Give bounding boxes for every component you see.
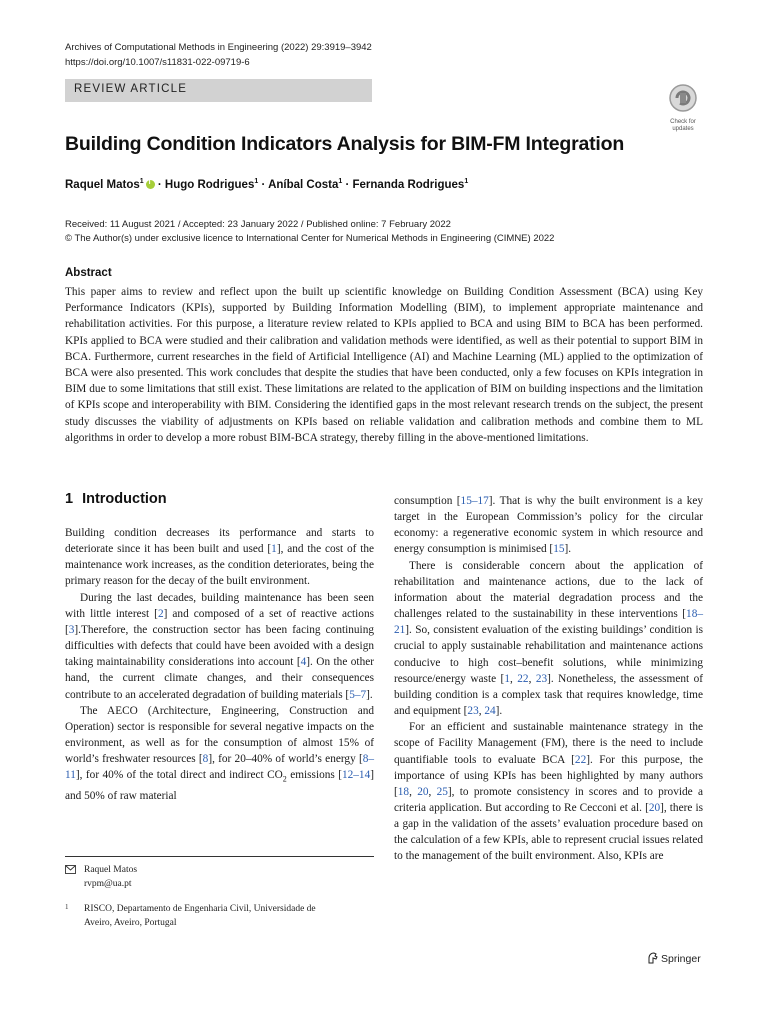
author-separator: ·: [258, 178, 269, 191]
corresponding-author: [84, 864, 137, 891]
subscript: 2: [282, 774, 287, 784]
check-updates-line-2: updates: [672, 125, 694, 132]
author-name[interactable]: Hugo Rodrigues: [164, 178, 255, 191]
affiliation-number: 1: [65, 903, 69, 911]
citation-link[interactable]: 5–7: [349, 688, 367, 701]
citation-link[interactable]: 12–14: [341, 769, 371, 782]
citation-link[interactable]: 23: [535, 672, 548, 685]
body-paragraph: consumption [15–17]. That is why the built environment is a key target in the European Commission’s policy for the circular economy: a regenerative economic system in which resource and energy consumption is minimised [15].: [394, 495, 704, 556]
article-type-label: REVIEW ARTICLE: [74, 83, 188, 95]
section-title: Introduction: [82, 491, 167, 507]
publisher-name: Springer: [661, 953, 701, 965]
author-affiliation-marker: 1: [254, 178, 259, 185]
check-updates-line-1: Check for: [670, 119, 696, 125]
footnote-divider: [65, 856, 374, 857]
abstract-text: This paper aims to review and reflect upon the built up scientific knowledge on Building Condition Assessment (BCA) using Key Performance Indicators (KPIs), supported by Building Information Modelling (BIM), to implement appropriate maintenance and rehabilitation activities. For this purpose, a literature review related to KPIs applied to BCA and using BIM to BCA has been performed. KPIs applied to BCA were studied and their calibration and validation methods were identified, as well as their potential to support BIM in BCA. Furthermore, current researches in the field of Artificial Intelligence (AI) and Machine Learning (ML) applied to the optimization of BCA were also presented. This work concludes that despite the studies that have been conducted, only a few focuses on KPIs integration in BIM due to some limitations that still exist. These limitations are related to the application of BIM on building inspections and the limitation of KPIs scope and interoperability with BIM. Considering the identified gaps in the most relevant research trends on the subject, the present study discusses the viability of adjustments on KPIs based on reliable validation and calibration methods and combine them to ML algorithms in order to develop a more robust BIM-BCA strategy, thereby filling in the above-mentioned limitations.: [65, 286, 703, 444]
body-paragraph: Building condition decreases its performance and starts to deteriorate since it has been built and used [1], and the cost of the maintenance work increases, as the condition deteriorates, being the primary reason for the decay of the built environment.: [65, 527, 374, 588]
affiliation-line: RISCO, Departamento de Engenharia Civil, Universidade de: [84, 904, 316, 914]
author-name[interactable]: Raquel Matos: [65, 178, 140, 191]
affiliation: [84, 903, 316, 930]
citation-link[interactable]: 15–17: [460, 495, 489, 507]
body-paragraph: For an efficient and sustainable maintenance strategy in the scope of Facility Management (FM), there is the need to include quantifiable tools to evaluate BCA [22]. For this purpose, the importance of using KPIs has been highlighted by many authors [18, 20, 25], to promote consistency in scores and to provide a criteria application. But according to Re Cecconi et al. [20], there is a gap in the validation of the assets’ evaluation procedure based on the calculation of a few KPIs, able to represent crucial issues related to the management of the built environment. Also, KPIs are: [394, 721, 703, 863]
author-separator: ·: [154, 178, 165, 191]
citation-link[interactable]: 23: [467, 705, 479, 718]
author-affiliation-marker: 1: [338, 178, 343, 185]
body-column-left: [65, 525, 374, 804]
body-paragraph: The AECO (Architecture, Engineering, Construction and Operation) sector is responsible for several negative impacts on the environment, as well as for the consumption of almost 15% of world’s freshwater resources [8], for 20–40% of world’s energy [8–11], for 40% of the total direct and indirect $CO_2$ emissions [12–14] and 50% of raw material: [65, 704, 375, 802]
body-column-right: [394, 493, 703, 865]
journal-header: [65, 41, 372, 70]
copyright-line: © The Author(s) under exclusive licence to International Center for Numerical Methods in Engineering (CIMNE) 2022: [65, 232, 555, 244]
citation-link[interactable]: 22: [574, 753, 587, 766]
citation-link[interactable]: 20: [648, 801, 661, 814]
history-dates: Received: 11 August 2021 / Accepted: 23 January 2022 / Published online: 7 February 2022: [65, 219, 451, 230]
author-affiliation-marker: 1: [139, 178, 144, 185]
citation-link[interactable]: 8–11: [65, 753, 375, 782]
author-name[interactable]: Fernanda Rodrigues: [352, 178, 465, 191]
citation-link[interactable]: 1: [504, 672, 510, 685]
check-updates-icon: [668, 83, 698, 113]
citation-link[interactable]: 24: [484, 705, 496, 718]
citation-link[interactable]: 2: [157, 607, 164, 620]
author-list: [65, 178, 468, 191]
citation-link[interactable]: 22: [517, 672, 529, 685]
contact-name: Raquel Matos: [84, 865, 138, 875]
citation-link[interactable]: 25: [436, 785, 448, 798]
check-for-updates-badge[interactable]: [663, 83, 703, 132]
citation-link[interactable]: 4: [300, 656, 307, 669]
body-paragraph: During the last decades, building maintenance has been seen with little interest [2] and composed of a set of reactive actions [3].Therefore, the construction sector has been facing continuing difficulties with defects that could have been avoided with a design taking maintainability considerations into account [4]. On the other hand, the current climate changes, and their consequences contribute to an accelerated degradation of building materials [5–7].: [65, 591, 374, 701]
article-type-banner: [65, 79, 372, 102]
abstract-heading: Abstract: [65, 267, 112, 279]
citation-link[interactable]: 18: [397, 785, 410, 798]
publication-dates: [65, 218, 554, 245]
journal-citation: Archives of Computational Methods in Engineering (2022) 29:3919–3942: [65, 42, 372, 53]
citation-link[interactable]: 20: [417, 785, 429, 798]
citation-link[interactable]: 8: [202, 753, 209, 766]
citation-link[interactable]: 18–21: [394, 608, 703, 637]
section-number: 1: [65, 491, 74, 507]
affiliation-line: Aveiro, Aveiro, Portugal: [84, 917, 177, 928]
author-name[interactable]: Aníbal Costa: [268, 178, 339, 191]
doi-link[interactable]: https://doi.org/10.1007/s11831-022-09719-6: [65, 56, 250, 68]
author-separator: ·: [342, 178, 353, 191]
citation-link[interactable]: 1: [271, 543, 277, 556]
orcid-icon[interactable]: [146, 180, 155, 189]
body-paragraph: There is considerable concern about the application of rehabilitation and maintenance actions, due to the lack of information about the material degradation process and the challenges related to the sustainability in these interventions [18–21]. So, consistent evaluation of the existing buildings’ condition is crucial to apply sustainable rehabilitation and maintenance actions conducive to high cost–benefit solutions, while minimizing resource/energy waste [1, 22, 23]. Nonetheless, the assessment of building condition is a complex task that requires knowledge, time and equipment [23, 24].: [394, 559, 703, 718]
publisher-logo: [647, 952, 701, 965]
author-affiliation-marker: 1: [464, 178, 469, 185]
envelope-icon: [65, 865, 76, 877]
article-title: Building Condition Indicators Analysis for BIM-FM Integration: [65, 133, 625, 155]
contact-email[interactable]: rvpm@ua.pt: [84, 878, 132, 889]
citation-link[interactable]: 15: [553, 543, 565, 556]
citation-link[interactable]: 3: [68, 623, 75, 636]
section-heading: [65, 491, 167, 507]
springer-horse-icon: [647, 952, 658, 964]
